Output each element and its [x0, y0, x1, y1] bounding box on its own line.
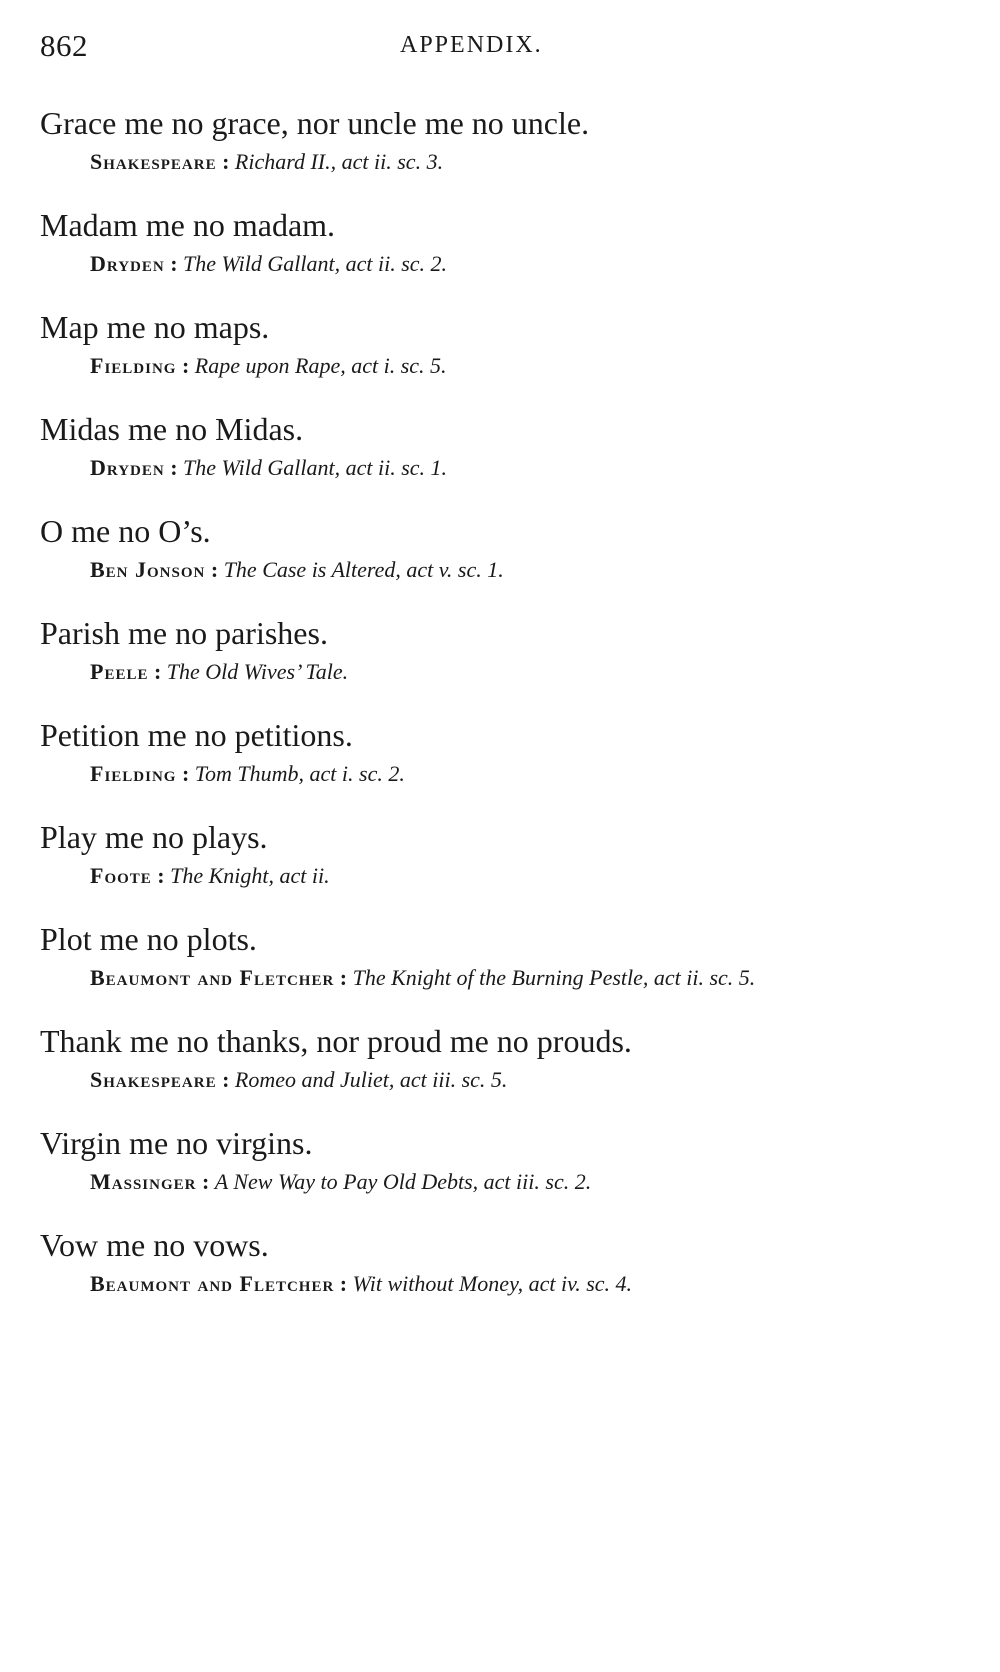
citation: Beaumont and Fletcher : The Knight of the Burning Pestle, act ii. sc. 5.	[90, 965, 756, 990]
quotation-entry	[40, 205, 950, 279]
quotation-entry	[40, 1021, 950, 1095]
citation-author: Peele	[90, 659, 149, 684]
quotation-text: Virgin me no virgins.	[40, 1125, 313, 1161]
citation-author: Ben Jonson	[90, 557, 206, 582]
citation-author: Dryden	[90, 455, 165, 480]
quotation-entry	[40, 409, 950, 483]
quotation-entry	[40, 103, 950, 177]
citation-author: Massinger	[90, 1169, 197, 1194]
quotation-entry	[40, 613, 950, 687]
running-head: APPENDIX.	[400, 32, 543, 58]
citation-work: Romeo and Juliet, act iii. sc. 5.	[234, 1067, 508, 1092]
quotation-text: Grace me no grace, nor uncle me no uncle.	[40, 105, 590, 141]
citation-work: The Knight of the Burning Pestle, act ii. sc. 5.	[352, 965, 756, 990]
citation: Foote : The Knight, act ii.	[90, 863, 330, 888]
citation-author: Fielding	[90, 353, 177, 378]
page-header	[40, 28, 940, 68]
quotation-text: Petition me no petitions.	[40, 717, 353, 753]
citation-author: Beaumont and Fletcher	[90, 1271, 335, 1296]
citation: Beaumont and Fletcher : Wit without Money, act iv. sc. 4.	[90, 1271, 633, 1296]
quotation-list	[40, 103, 950, 1327]
citation-work: The Wild Gallant, act ii. sc. 2.	[183, 251, 448, 276]
quotation-entry	[40, 817, 950, 891]
quotation-entry	[40, 919, 950, 993]
quotation-text: O me no O’s.	[40, 513, 211, 549]
citation: Shakespeare : Richard II., act ii. sc. 3.	[90, 149, 444, 174]
quotation-text: Plot me no plots.	[40, 921, 257, 957]
quotation-text: Madam me no madam.	[40, 207, 336, 243]
citation-author: Dryden	[90, 251, 165, 276]
citation-work: Rape upon Rape, act i. sc. 5.	[194, 353, 447, 378]
page-number: 862	[40, 28, 88, 63]
citation-work: The Old Wives’ Tale.	[166, 659, 349, 684]
citation-author: Foote	[90, 863, 152, 888]
citation-work: Richard II., act ii. sc. 3.	[234, 149, 444, 174]
citation-work: The Case is Altered, act v. sc. 1.	[223, 557, 504, 582]
citation-author: Shakespeare	[90, 1067, 217, 1092]
quotation-entry	[40, 715, 950, 789]
quotation-text: Parish me no parishes.	[40, 615, 328, 651]
citation-work: Wit without Money, act iv. sc. 4.	[352, 1271, 633, 1296]
quotation-text: Vow me no vows.	[40, 1227, 269, 1263]
quotation-entry	[40, 1225, 950, 1299]
citation-author: Fielding	[90, 761, 177, 786]
quotation-entry	[40, 1123, 950, 1197]
quotation-entry	[40, 511, 950, 585]
quotation-text: Thank me no thanks, nor proud me no prouds.	[40, 1023, 632, 1059]
citation-author: Shakespeare	[90, 149, 217, 174]
citation: Massinger : A New Way to Pay Old Debts, act iii. sc. 2.	[90, 1169, 592, 1194]
quotation-text: Map me no maps.	[40, 309, 270, 345]
citation: Fielding : Tom Thumb, act i. sc. 2.	[90, 761, 405, 786]
citation: Dryden : The Wild Gallant, act ii. sc. 2.	[90, 251, 448, 276]
quotation-entry	[40, 307, 950, 381]
citation: Fielding : Rape upon Rape, act i. sc. 5.	[90, 353, 447, 378]
quotation-text: Play me no plays.	[40, 819, 268, 855]
quotation-text: Midas me no Midas.	[40, 411, 304, 447]
citation-work: A New Way to Pay Old Debts, act iii. sc. 2.	[214, 1169, 592, 1194]
citation: Shakespeare : Romeo and Juliet, act iii. sc. 5.	[90, 1067, 508, 1092]
citation: Ben Jonson : The Case is Altered, act v. sc. 1.	[90, 557, 504, 582]
citation: Dryden : The Wild Gallant, act ii. sc. 1.	[90, 455, 448, 480]
citation-work: The Wild Gallant, act ii. sc. 1.	[183, 455, 448, 480]
citation-work: Tom Thumb, act i. sc. 2.	[194, 761, 405, 786]
citation-author: Beaumont and Fletcher	[90, 965, 335, 990]
citation: Peele : The Old Wives’ Tale.	[90, 659, 349, 684]
citation-work: The Knight, act ii.	[170, 863, 330, 888]
